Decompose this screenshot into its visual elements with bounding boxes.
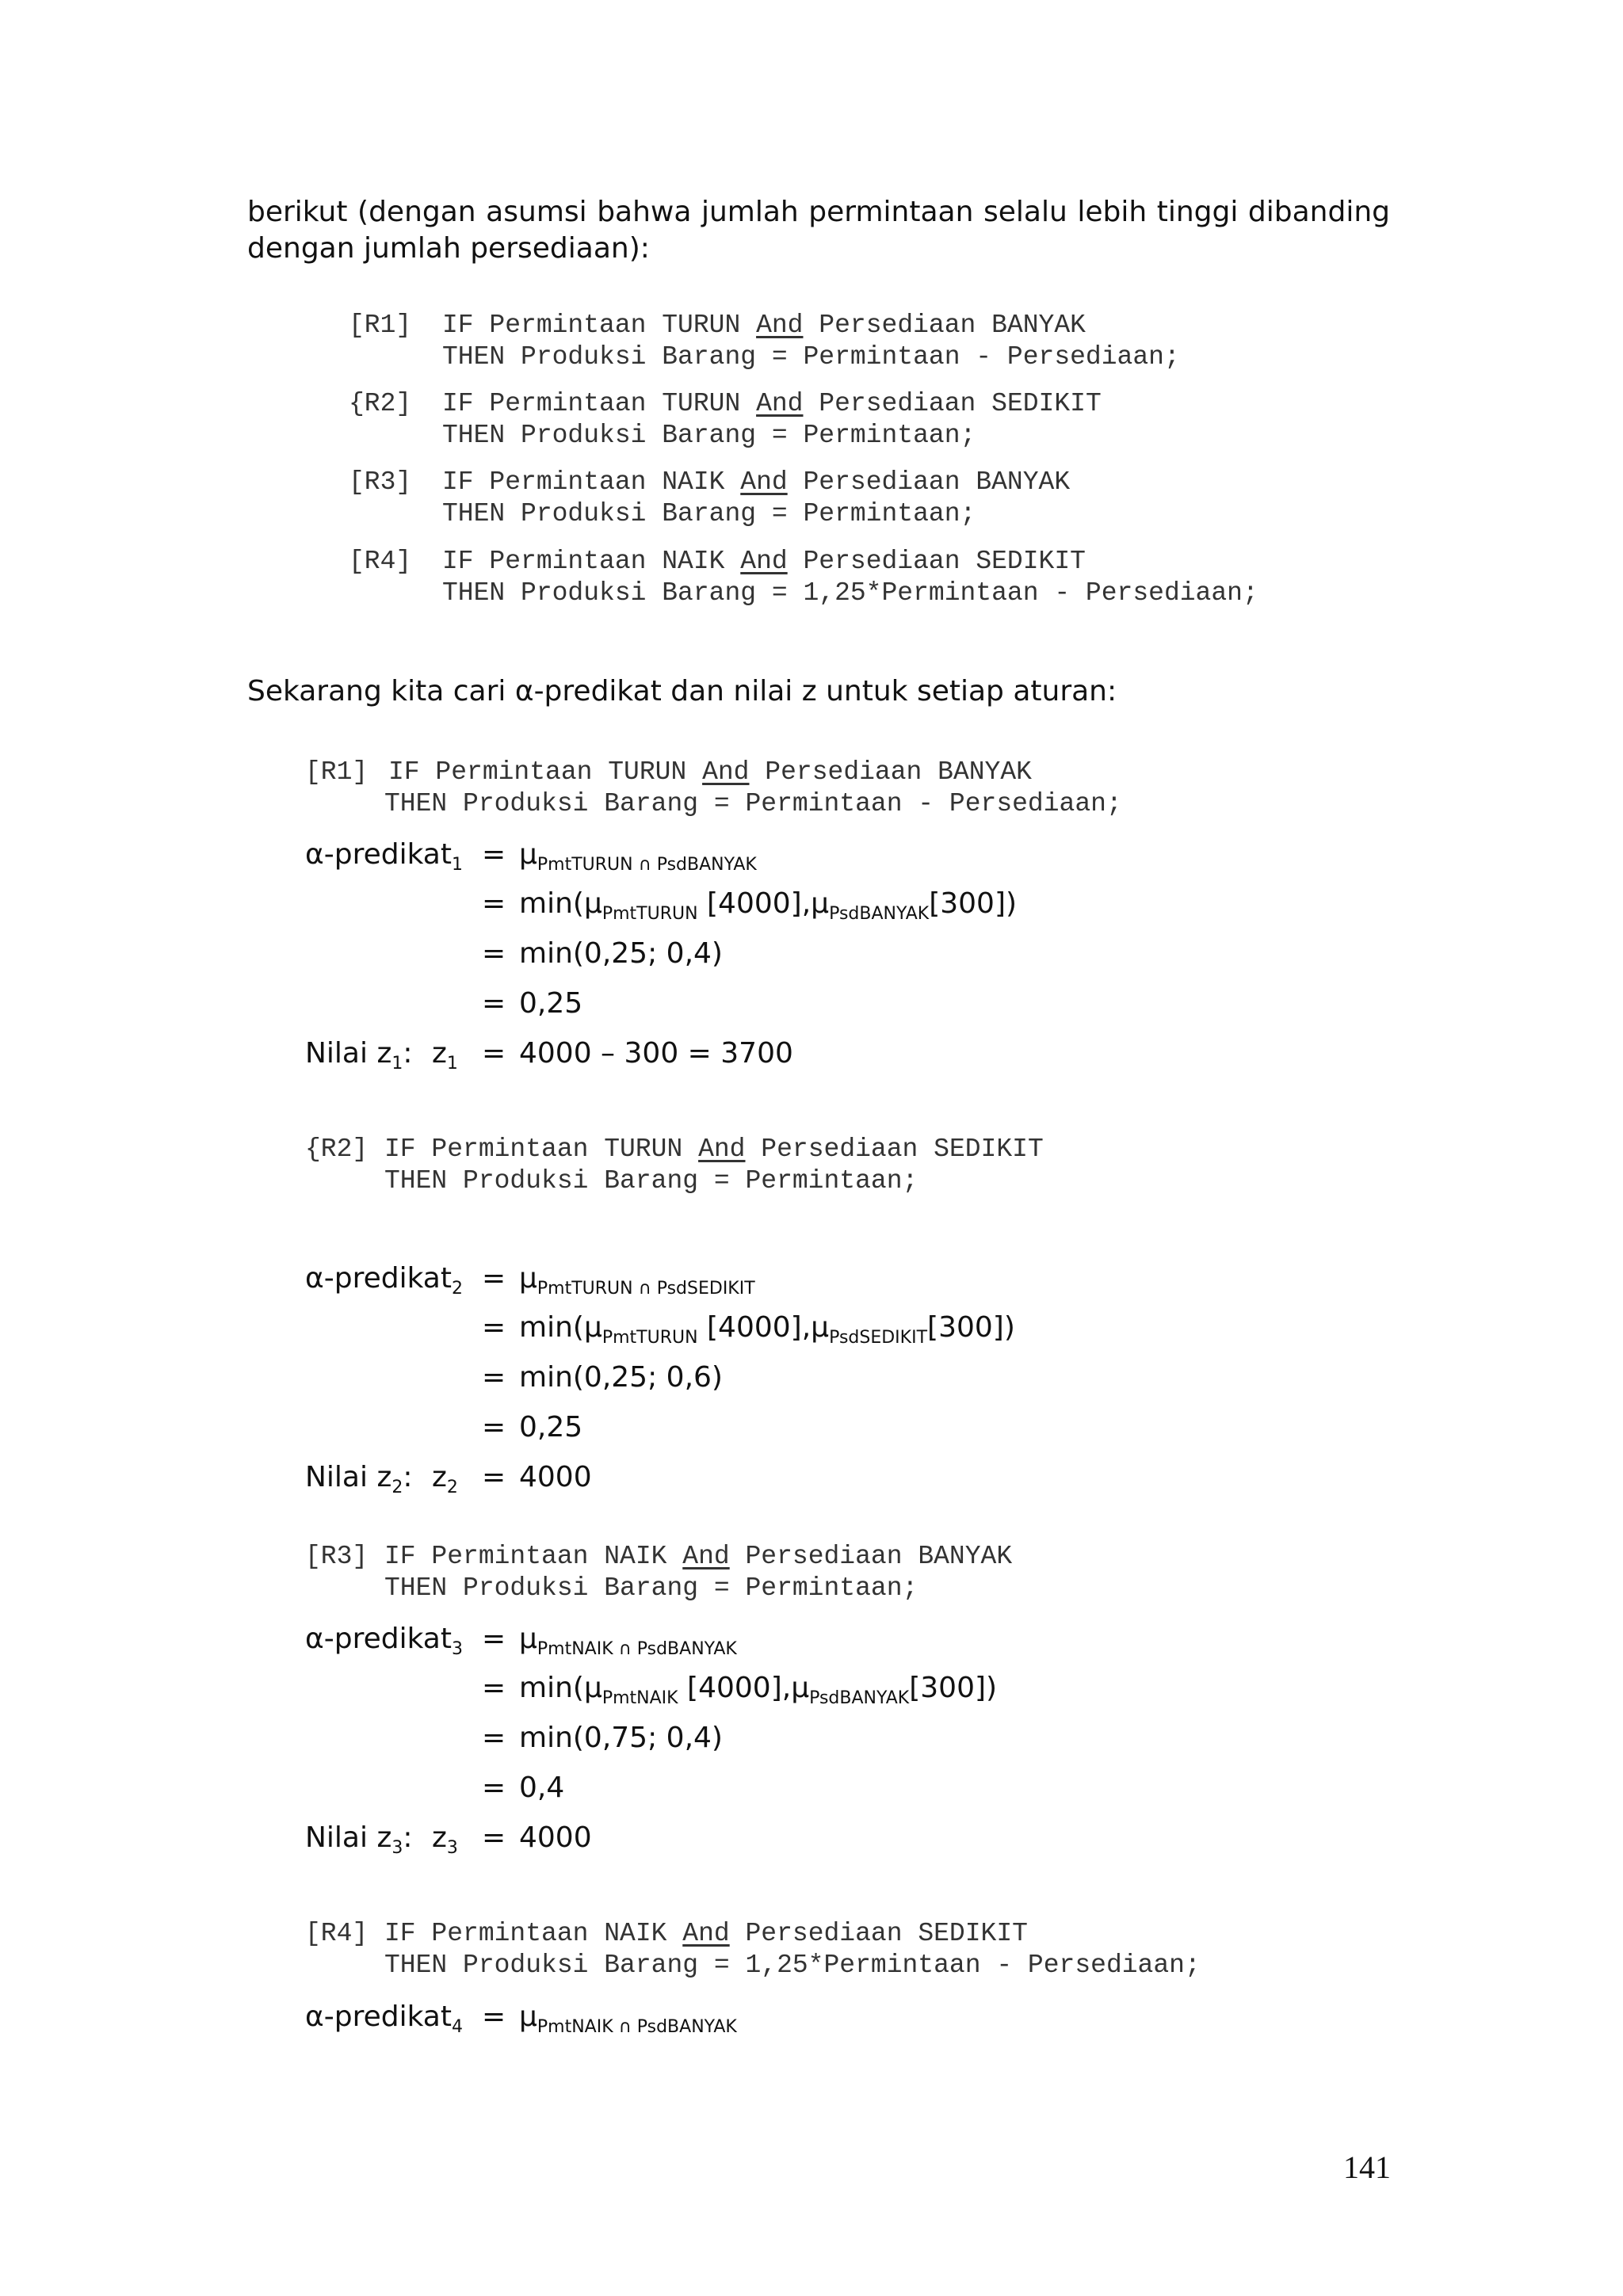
nilai-z-label: Nilai $z_2$: [305,1461,413,1497]
rule-tag: {R2] [305,1135,369,1164]
rule-if: IF Permintaan NAIK And Persediaan SEDIKIT [442,547,1086,576]
rule-then: THEN Produksi Barang = Permintaan; [384,1166,918,1196]
rule-then: THEN Produksi Barang = 1,25*Permintaan - Persediaan; [384,1951,1201,1980]
min-values: min(0,25; 0,4) [519,937,723,970]
alpha-predicate-label: α-predikat$_1$ [305,838,463,875]
mu-expression: $\mu_{PmtTURUN \cap PsdBANYAK}$ [519,838,757,875]
equals-sign: = [482,2000,506,2033]
equals-sign: = [482,1311,506,1344]
alpha-predicate-label: α-predikat$_3$ [305,1623,463,1659]
alpha-result: 0,4 [519,1772,565,1804]
rule-if: IF Permintaan TURUN And Persediaan BANYAK [388,757,1032,787]
z-value: 4000 [519,1461,592,1493]
alpha-result: 0,25 [519,987,583,1020]
rule-then: THEN Produksi Barang = Permintaan; [384,1573,918,1603]
equals-sign: = [482,1772,506,1804]
rule-if: IF Permintaan TURUN And Persediaan SEDIKIT [384,1135,1044,1164]
equals-sign: = [482,1461,506,1493]
nilai-z-label: Nilai $z_1$: [305,1037,413,1074]
rule-then: THEN Produksi Barang = Permintaan - Persediaan; [384,789,1122,818]
z-value: 4000 – 300 = 3700 [519,1037,793,1070]
min-values: min(0,25; 0,6) [519,1361,723,1394]
rule-if: IF Permintaan TURUN And Persediaan BANYAK [442,311,1086,340]
min-expression: $\min(\mu_{PmtNAIK}$ $[4000],\mu_{PsdBANYAK}[300]$) [519,1672,998,1708]
mu-expression: $\mu_{PmtTURUN \cap PsdSEDIKIT}$ [519,1262,755,1299]
z-symbol: $z_2$ [432,1461,458,1497]
alpha-result: 0,25 [519,1411,583,1444]
rule-tag: [R3] [305,1542,369,1571]
equals-sign: = [482,1672,506,1704]
min-values: min(0,75; 0,4) [519,1722,723,1754]
rule-tag: [R3] [349,467,412,497]
rule-tag: [R4] [349,547,412,576]
equals-sign: = [482,1361,506,1394]
alpha-predicate-label: α-predikat$_4$ [305,2000,463,2037]
rule-if: IF Permintaan NAIK And Persediaan SEDIKIT [384,1919,1028,1948]
equals-sign: = [482,937,506,970]
rule-tag: [R1] [349,311,412,340]
min-expression: $\min(\mu_{PmtTURUN}$ $[4000],\mu_{PsdBANYAK}[300]$) [519,887,1018,924]
equals-sign: = [482,987,506,1020]
rule-if: IF Permintaan TURUN And Persediaan SEDIKIT [442,389,1102,418]
intro-paragraph: berikut (dengan asumsi bahwa jumlah permintaan selalu lebih tinggi dibanding dengan jumlah persediaan): [247,196,1390,265]
rule-tag: {R2] [349,389,412,418]
equals-sign: = [482,1623,506,1655]
equals-sign: = [482,1722,506,1754]
rule-tag: [R1] [305,757,369,787]
nilai-z-label: Nilai $z_3$: [305,1821,413,1858]
min-expression: $\min(\mu_{PmtTURUN}$ $[4000],\mu_{PsdSEDIKIT}[300]$) [519,1311,1015,1348]
rule-then: THEN Produksi Barang = Permintaan; [442,499,976,528]
rule-then: THEN Produksi Barang = 1,25*Permintaan - Persediaan; [442,578,1258,608]
mu-expression: $\mu_{PmtNAIK \cap PsdBANYAK}$ [519,2000,737,2037]
equals-sign: = [482,1411,506,1444]
rule-if: IF Permintaan NAIK And Persediaan BANYAK [442,467,1071,497]
rule-if: IF Permintaan NAIK And Persediaan BANYAK [384,1542,1013,1571]
equals-sign: = [482,1821,506,1854]
z-value: 4000 [519,1821,592,1854]
rule-tag: [R4] [305,1919,369,1948]
rule-then: THEN Produksi Barang = Permintaan; [442,421,976,450]
equals-sign: = [482,838,506,871]
mu-expression: $\mu_{PmtNAIK \cap PsdBANYAK}$ [519,1623,737,1659]
z-symbol: $z_3$ [432,1821,458,1858]
equals-sign: = [482,1037,506,1070]
equals-sign: = [482,1262,506,1295]
rule-then: THEN Produksi Barang = Permintaan - Persediaan; [442,342,1180,372]
section-heading: Sekarang kita cari α-predikat dan nilai z untuk setiap aturan: [247,675,1117,707]
page-number: 141 [1343,2149,1391,2185]
z-symbol: $z_1$ [432,1037,458,1074]
alpha-predicate-label: α-predikat$_2$ [305,1262,463,1299]
equals-sign: = [482,887,506,920]
